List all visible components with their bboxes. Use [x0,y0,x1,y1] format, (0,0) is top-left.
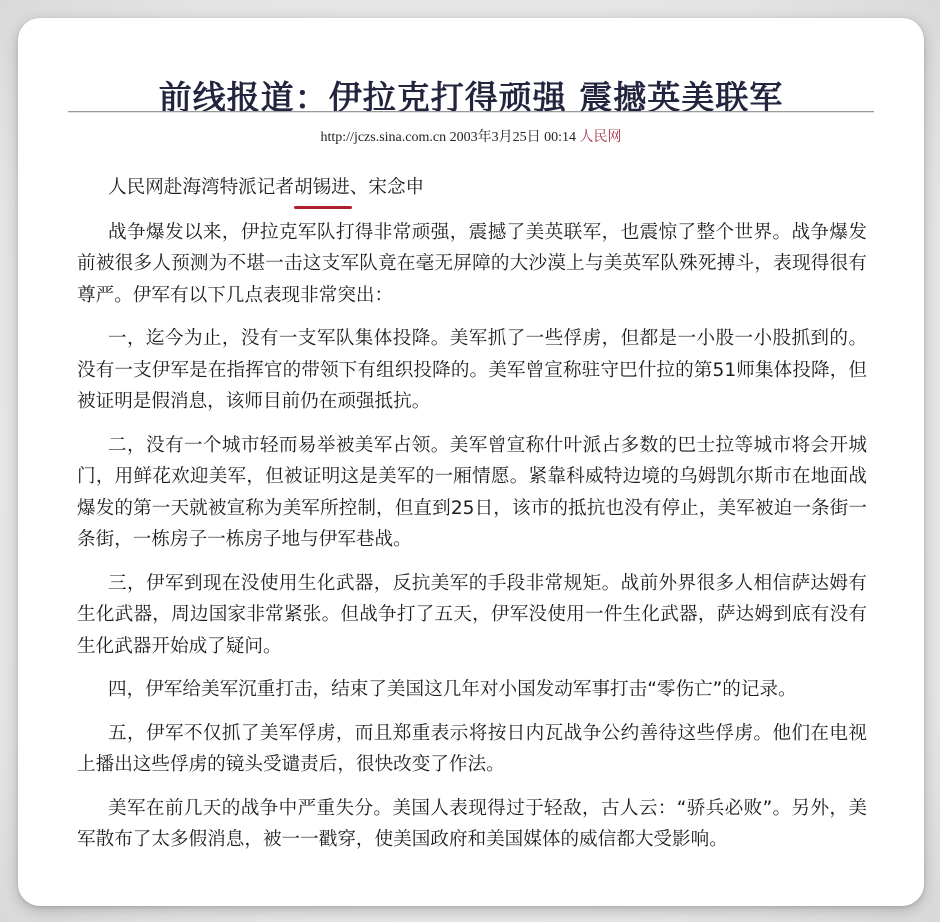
paragraph-point-5: 五，伊军不仅抓了美军俘虏，而且郑重表示将按日内瓦战争公约善待这些俘虏。他们在电视上播出这些俘虏的镜头受谴责后，很快改变了作法。 [77,722,867,775]
article-url[interactable]: http://jczs.sina.com.cn [320,130,447,145]
paragraph-point-4: 四，伊军给美军沉重打击，结束了美国这几年对小国发动军事打击“零伤亡”的记录。 [108,679,797,700]
byline-prefix: 人民网赴海湾特派记者 [108,177,294,198]
paragraph-point-2: 二，没有一个城市轻而易举被美军占领。美军曾宣称什叶派占多数的巴士拉等城市将会开城门，用鲜花欢迎美军，但被证明这是美军的一厢情愿。紧靠科威特边境的乌姆凯尔斯市在地面战爆发的第一天就被宣称为美军所控制，但直到25日，该市的抵抗也没有停止，美军被迫一条街一条街，一栋房子一栋房子地与伊军巷战。 [77,434,867,550]
article-byline [108,172,867,204]
paragraph-point-1: 一，迄今为止，没有一支军队集体投降。美军抓了一些俘虏，但都是一小股一小股抓到的。没有一支伊军是在指挥官的带领下有组织投降的。美军曾宣称驻守巴什拉的第51师集体投降，但被证明是假消息，该师目前仍在顽强抵抗。 [77,328,867,412]
paragraph-intro: 战争爆发以来，伊拉克军队打得非常顽强，震撼了美英联军，也震惊了整个世界。战争爆发前被很多人预测为不堪一击这支军队竟在毫无屏障的大沙漠上与美英军队殊死搏斗，表现得很有尊严。伊军有以下几点表现非常突出： [77,221,867,306]
article-title: 前线报道：伊拉克打得顽强 震撼英美联军 [158,78,784,117]
article-source-link[interactable]: 人民网 [579,130,622,145]
article-datetime: 2003年3月25日 00:14 [449,130,576,145]
byline-highlighted-name: 胡锡进 [294,172,350,204]
paragraph-conclusion: 美军在前几天的战争中严重失分。美国人表现得过于轻敌，古人云：“骄兵必败”。另外，美军散布了太多假消息，被一一戳穿，使美国政府和美国媒体的威信都大受影响。 [77,797,867,850]
article-card [18,18,924,906]
title-divider [68,111,874,112]
article-body [77,172,867,868]
byline-suffix: 、宋念申 [349,177,425,198]
article-meta [18,127,924,149]
paragraph-point-3: 三，伊军到现在没使用生化武器，反抗美军的手段非常规矩。战前外界很多人相信萨达姆有生化武器，周边国家非常紧张。但战争打了五天，伊军没使用一件生化武器，萨达姆到底有没有生化武器开始成了疑问。 [77,572,867,657]
